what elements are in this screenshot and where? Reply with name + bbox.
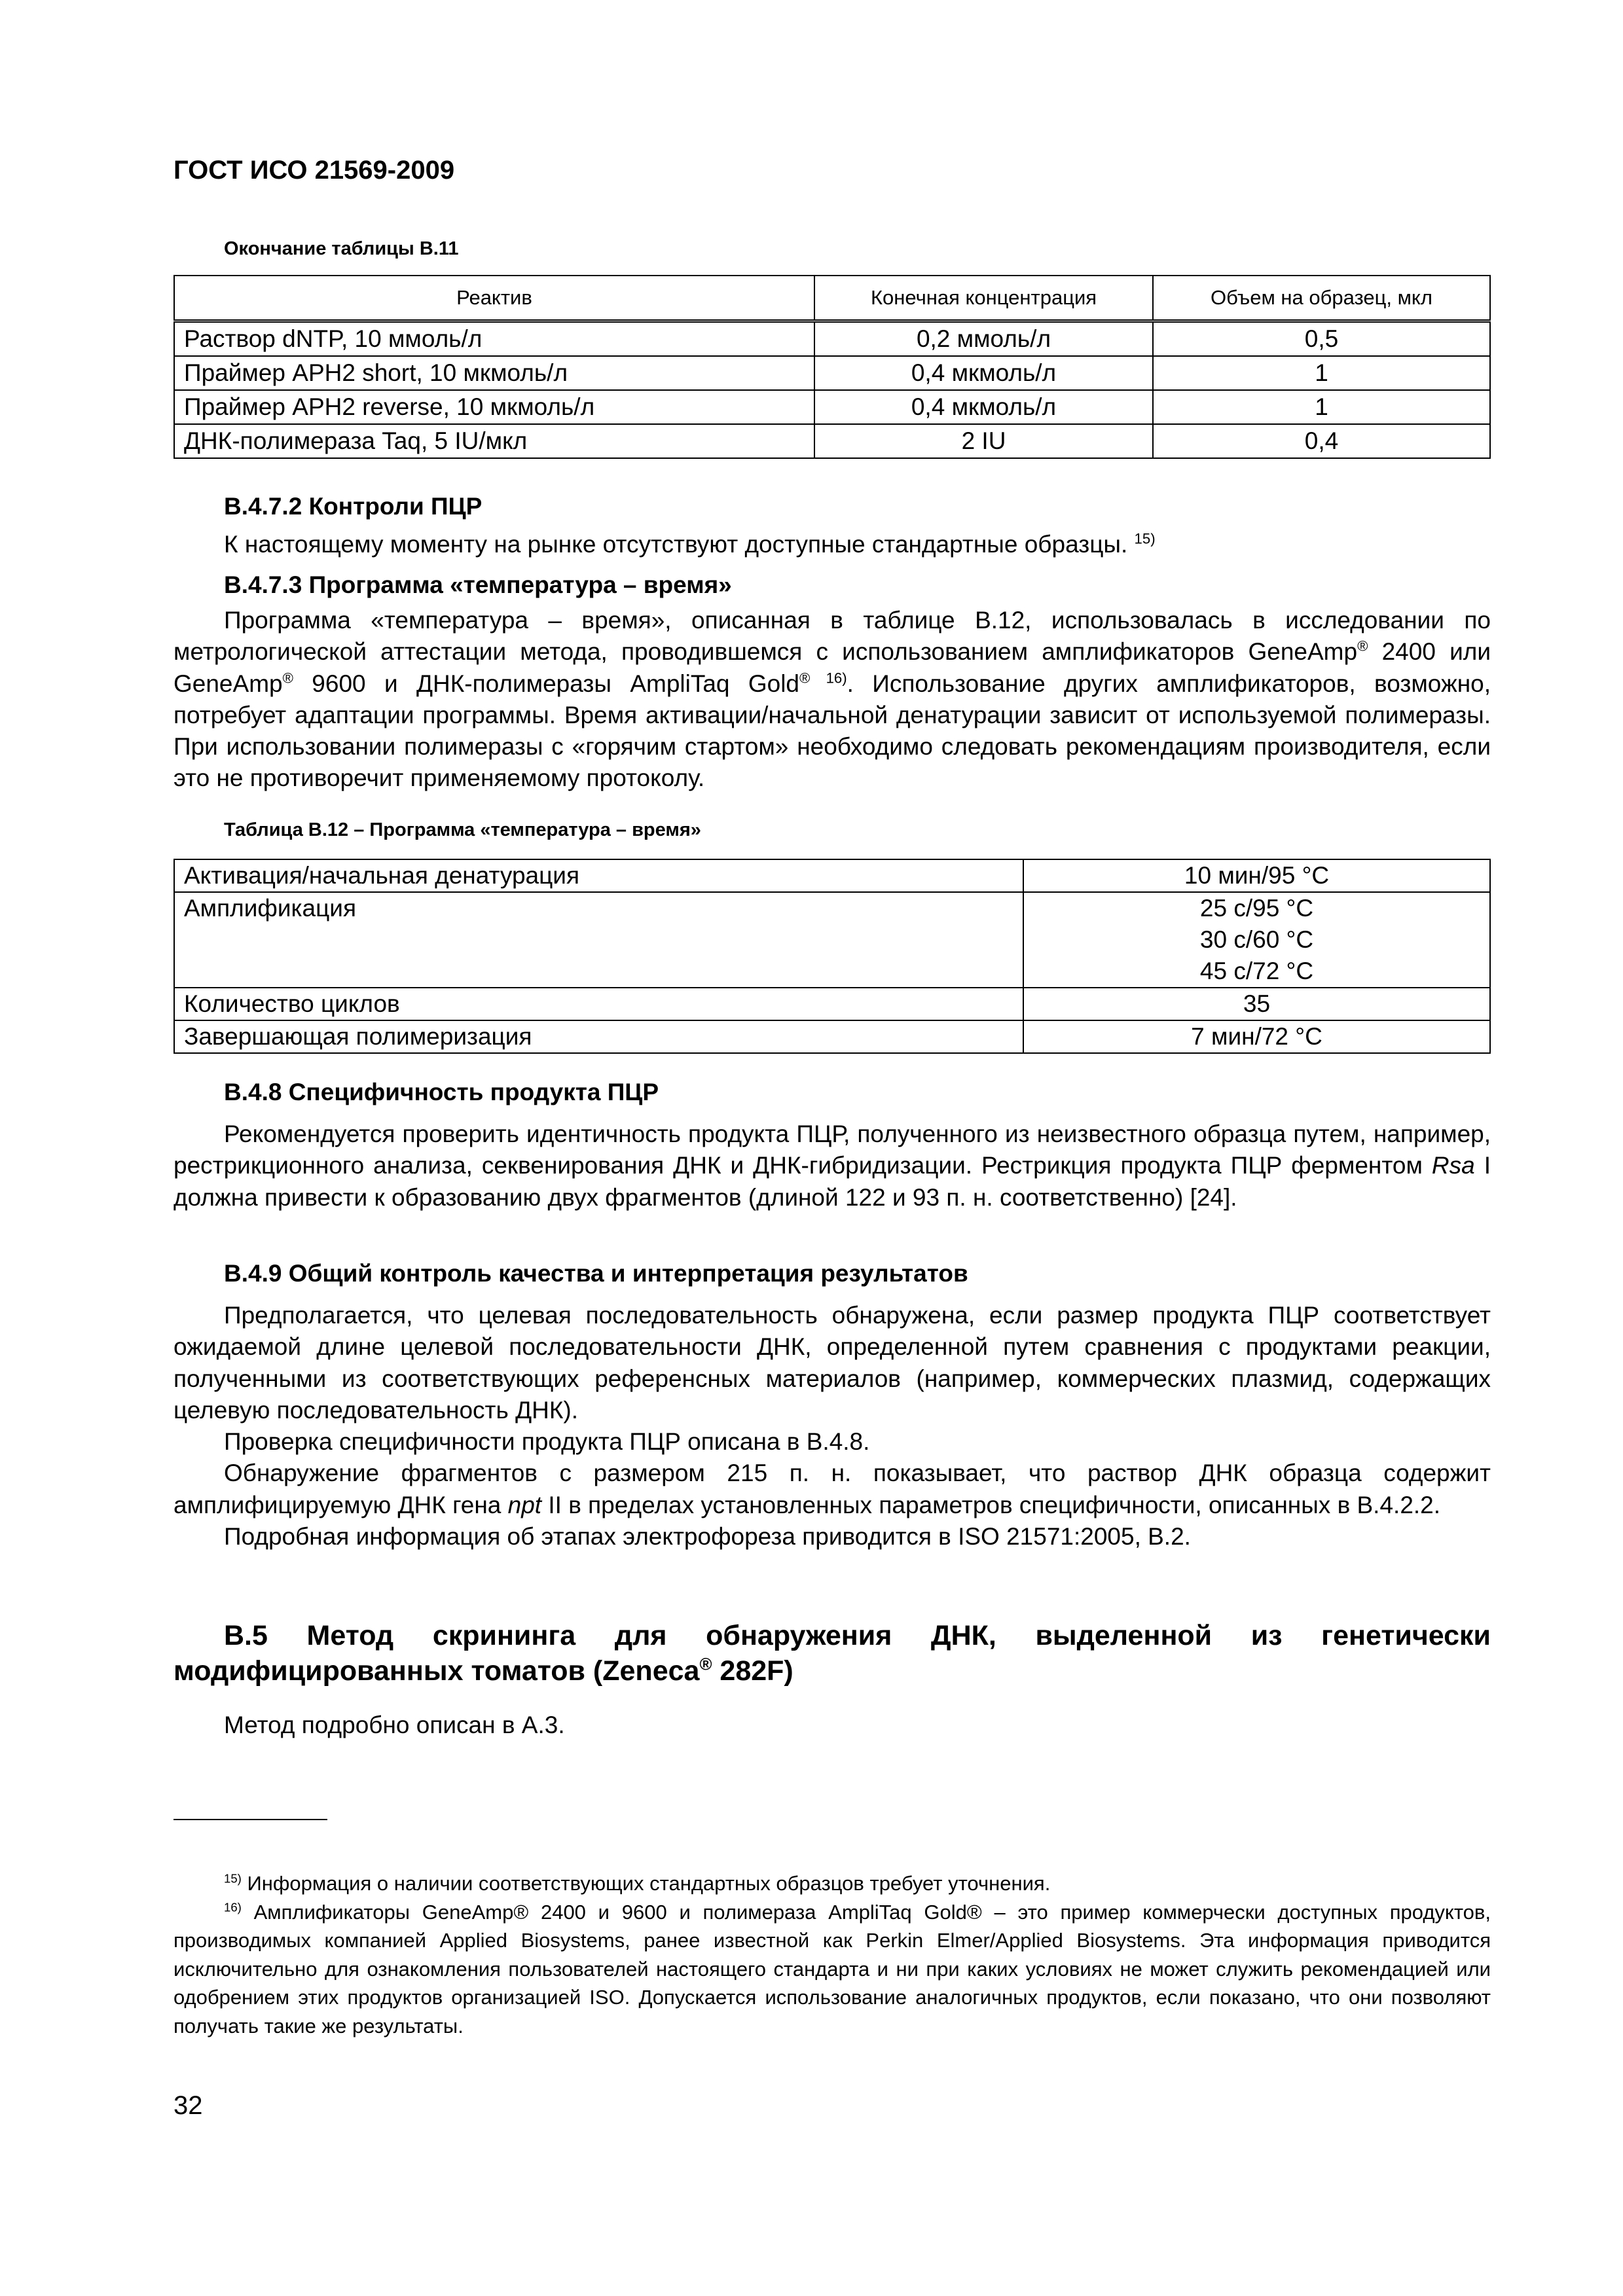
cell: 10 мин/95 °С <box>1023 859 1490 892</box>
section-heading: В.4.9 Общий контроль качества и интерпретация результатов <box>224 1260 968 1287</box>
table-row <box>174 356 1490 390</box>
section-heading: В.4.7.2 Контроли ПЦР <box>224 493 483 520</box>
cell: 1 <box>1153 356 1490 390</box>
paragraph: Метод подробно описан в А.3. <box>224 1712 565 1738</box>
section-heading: В.5 Метод скрининга для обнаружения ДНК, выделенной из генетически модифицированных томатов (Zeneca® 282F) <box>173 1620 1491 1687</box>
section-b472 <box>173 491 1491 560</box>
table-row <box>174 1020 1490 1053</box>
cell: Раствор dNTP, 10 ммоль/л <box>174 321 814 357</box>
footnote-ref: 16) <box>810 670 847 687</box>
cell: 1 <box>1153 390 1490 424</box>
table-b11-caption: Окончание таблицы В.11 <box>224 238 459 259</box>
paragraph: Проверка специфичности продукта ПЦР описана в В.4.8. <box>224 1428 870 1456</box>
table-row <box>174 892 1490 988</box>
table-b11 <box>173 275 1491 459</box>
column-header: Конечная концентрация <box>814 276 1153 321</box>
document-title: ГОСТ ИСО 21569-2009 <box>173 156 455 185</box>
cell: Праймер APH2 reverse, 10 мкмоль/л <box>174 390 814 424</box>
cell: Активация/начальная денатурация <box>174 859 1023 892</box>
paragraph: К настоящему моменту на рынке отсутствуют доступные стандартные образцы. <box>224 531 1128 558</box>
section-b49 <box>173 1258 1491 1552</box>
table-row <box>174 988 1490 1020</box>
table-row <box>174 424 1490 458</box>
section-b473 <box>173 569 1491 795</box>
paragraph: Подробная информация об этапах электрофореза приводится в ISO 21571:2005, В.2. <box>224 1523 1191 1551</box>
table-row <box>174 390 1490 424</box>
cell: 0,4 мкмоль/л <box>814 390 1153 424</box>
paragraph: Рекомендуется проверить идентичность продукта ПЦР, полученного из неизвестного образца путем, например, рестрикционного анализа, секвенирования ДНК и ДНК-гибридизации. Рестрикция продукта ПЦР ферментом Rsa I должна привести к образованию двух фрагментов (длиной 122 и 93 п. н. соответственно) [24]. <box>173 1121 1491 1211</box>
footnote-separator <box>173 1819 327 1820</box>
table-b12 <box>173 859 1491 1054</box>
section-heading: В.4.8 Специфичность продукта ПЦР <box>224 1079 659 1105</box>
table-row <box>174 859 1490 892</box>
cell: 35 <box>1023 988 1490 1020</box>
paragraph: Обнаружение фрагментов с размером 215 п. н. показывает, что раствор ДНК образца содержит амплифицируемую ДНК гена npt II в пределах установленных параметров специфичности, описанных в В.4.2.2. <box>173 1460 1491 1518</box>
cell: 25 с/95 °С 30 с/60 °С 45 с/72 °С <box>1023 892 1490 988</box>
section-heading: В.4.7.3 Программа «температура – время» <box>224 571 732 598</box>
cell: 7 мин/72 °С <box>1023 1020 1490 1053</box>
footnotes <box>173 1869 1491 2040</box>
footnote: $^{16)}$ Амплификаторы GeneAmp® 2400 и 9600 и полимераза AmpliTaq Gold® – это пример коммерчески доступных продуктов, производимых компанией Applied Biosystems, ранее известной как Perkin Elmer/Applied Biosystems. Эта информация приводится исключительно для ознакомления пользователей настоящего стандарта и ни при каких условиях не может служить рекомендацией или одобрением этих продуктов организацией ISO. Допускается использование аналогичных продуктов, если показано, что они позволяют получать такие же результаты. <box>173 1900 1491 2037</box>
footnote-ref: 15) <box>1134 530 1156 547</box>
cell: ДНК-полимераза Taq, 5 IU/мкл <box>174 424 814 458</box>
cell: 0,2 ммоль/л <box>814 321 1153 357</box>
footnote: $^{15)}$ Информация о наличии соответствующих стандартных образцов требует уточнения. <box>224 1871 1051 1895</box>
cell: 0,4 мкмоль/л <box>814 356 1153 390</box>
paragraph: Программа «температура – время», описанная в таблице В.12, использовалась в исследовании по метрологической аттестации метода, проводившемся с использованием амплификаторов GeneAmp® 2400 или GeneAmp® 9600 и ДНК-полимеразы AmpliTaq Gold® $^{16)}$. Использование других амплификаторов, возможно, потребует адаптации программы. Время активации/начальной денатурации зависит от используемой полимеразы. При использовании полимеразы с «горячим стартом» необходимо следовать рекомендациям производителя, если это не противоречит применяемому протоколу. <box>173 607 1491 792</box>
cell: Амплификация <box>174 892 1023 988</box>
column-header: Реактив <box>174 276 814 321</box>
section-b48 <box>173 1077 1491 1213</box>
paragraph: Предполагается, что целевая последовательность обнаружена, если размер продукта ПЦР соответствует ожидаемой длине целевой последовательности ДНК, определенной путем сравнения с продуктами реакции, полученными из соответствующих референсных материалов (например, коммерческих плазмид, содержащих целевую последовательность ДНК). <box>173 1302 1491 1424</box>
cell: Праймер APH2 short, 10 мкмоль/л <box>174 356 814 390</box>
cell: 0,4 <box>1153 424 1490 458</box>
section-b5 <box>173 1618 1491 1741</box>
table-row <box>174 321 1490 357</box>
cell: Количество циклов <box>174 988 1023 1020</box>
table-b12-caption: Таблица В.12 – Программа «температура – время» <box>224 819 701 840</box>
column-header: Объем на образец, мкл <box>1153 276 1490 321</box>
cell: 0,5 <box>1153 321 1490 357</box>
cell: Завершающая полимеризация <box>174 1020 1023 1053</box>
page-number: 32 <box>173 2091 203 2120</box>
cell: 2 IU <box>814 424 1153 458</box>
